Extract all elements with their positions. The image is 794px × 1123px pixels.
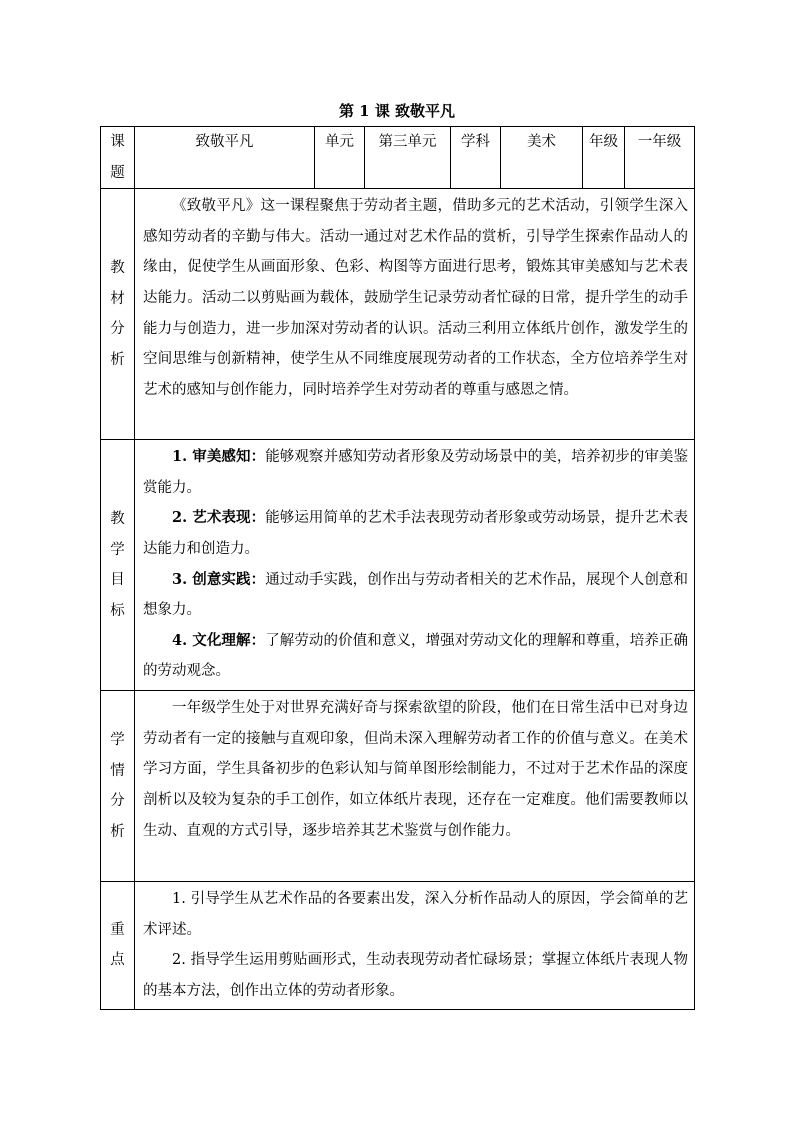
material-analysis-label: 教 材 分 析	[101, 189, 135, 440]
material-analysis-paragraph: 《致敬平凡》这一课程聚焦于劳动者主题，借助多元的艺术活动，引领学生深入感知劳动者的辛勤与伟大。活动一通过对艺术作品的赏析，引导学生探索作品动人的缘由，促使学生从画面形象、色彩、构图等方面进行思考，锻炼其审美感知与艺术表达能力。活动二以剪贴画为载体，鼓励学生记录劳动者忙碌的日常，提升学生的动手能力与创造力，进一步加深对劳动者的认识。活动三利用立体纸片创作，激发学生的空间思维与创新精神，使学生从不同维度展现劳动者的工作状态，全方位培养学生对艺术的感知与创作能力，同时培养学生对劳动者的尊重与感恩之情。	[143, 198, 688, 398]
key-points-content	[135, 882, 695, 1009]
subject-label: 学科	[451, 127, 501, 189]
unit-value: 第三单元	[365, 127, 451, 189]
unit-label: 单元	[315, 127, 365, 189]
student-analysis-paragraph: 一年级学生处于对世界充满好奇与探索欲望的阶段，他们在日常生活中已对身边劳动者有一定的接触与直观印象，但尚未深入理解劳动者工作的价值与意义。在美术学习方面，学生具备初步的色彩认知与简单图形绘制能力，不过对于艺术作品的深度剖析以及较为复杂的手工创作，如立体纸片表现，还存在一定难度。他们需要教师以生动、直观的方式引导，逐步培养其艺术鉴赏与创作能力。	[143, 700, 688, 839]
header-row	[101, 127, 695, 189]
goal-item	[143, 565, 688, 626]
goal-item	[143, 442, 688, 503]
goal-heading: 4. 文化理解：	[172, 631, 266, 649]
topic-label: 课 题	[101, 127, 135, 189]
goal-heading: 1. 审美感知：	[172, 448, 266, 466]
grade-value: 一年级	[625, 127, 695, 189]
key-points-label: 重 点	[101, 882, 135, 1009]
key-point-item: 2. 指导学生运用剪贴画形式，生动表现劳动者忙碌场景；掌握立体纸片表现人物的基本方法，创作出立体的劳动者形象。	[143, 952, 688, 999]
teaching-goals-row	[101, 440, 695, 691]
student-analysis-row	[101, 691, 695, 882]
goal-text: 能够运用简单的艺术手法表现劳动者形象或劳动场景，提升艺术表达能力和创造力。	[143, 510, 689, 557]
goal-item	[143, 626, 688, 687]
goal-text: 能够观察并感知劳动者形象及劳动场景中的美，培养初步的审美鉴赏能力。	[143, 449, 689, 496]
page-title: 第 1 课 致敬平凡	[338, 102, 456, 120]
material-analysis-row	[101, 189, 695, 440]
subject-value: 美术	[501, 127, 583, 189]
lesson-plan-table	[100, 126, 695, 1010]
key-points-row	[101, 882, 695, 1009]
goal-text: 了解劳动的价值和意义，增强对劳动文化的理解和尊重，培养正确的劳动观念。	[143, 632, 689, 680]
goal-text: 通过动手实践，创作出与劳动者相关的艺术作品，展现个人创意和想象力。	[143, 571, 689, 619]
student-analysis-content	[135, 691, 695, 882]
grade-label: 年级	[583, 127, 625, 189]
goal-heading: 3. 创意实践：	[172, 570, 266, 588]
topic-value: 致敬平凡	[135, 127, 315, 189]
goal-heading: 2. 艺术表现：	[172, 509, 266, 527]
teaching-goals-label: 教 学 目 标	[101, 440, 135, 691]
goal-item	[143, 503, 688, 564]
teaching-goals-content	[135, 440, 695, 691]
material-analysis-content	[135, 189, 695, 440]
key-point-item: 1. 引导学生从艺术作品的各要素出发，深入分析作品动人的原因，学会简单的艺术评述。	[143, 891, 688, 938]
student-analysis-label: 学 情 分 析	[101, 691, 135, 882]
